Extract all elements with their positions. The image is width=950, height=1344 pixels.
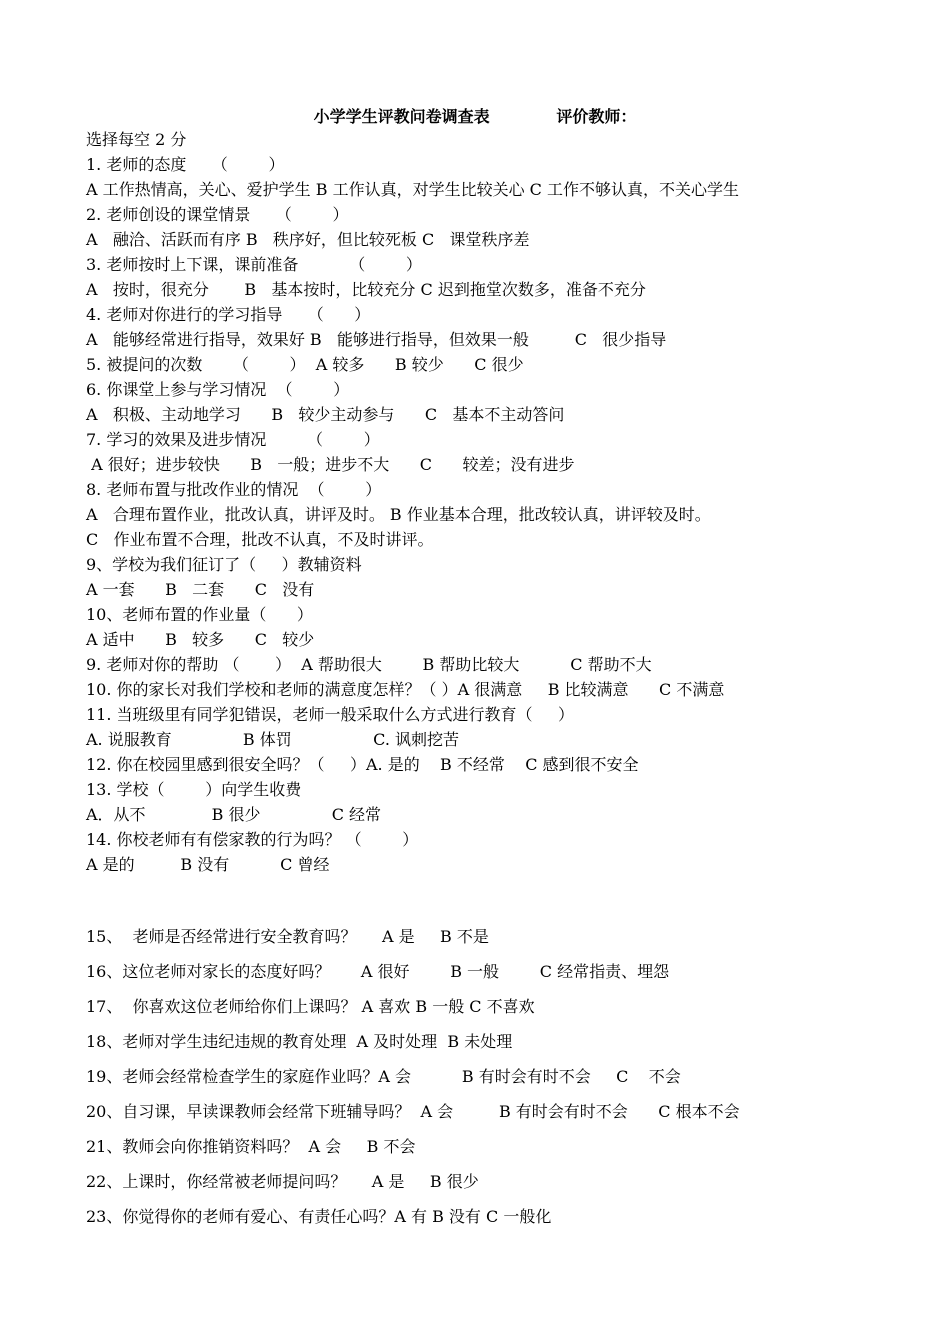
text-line: 10. 你的家长对我们学校和老师的满意度怎样？（ ）A 很满意 B 比较满意 C 不满意 (86, 680, 725, 699)
text-line: 3. 老师按时上下课，课前准备 （ ） (86, 255, 422, 274)
text-line: A 适中 B 较多 C 较少 (86, 630, 315, 649)
text-line: A 按时，很充分 B 基本按时，比较充分 C 迟到拖堂次数多，准备不充分 (86, 280, 646, 299)
text-line: A 融洽、活跃而有序 B 秩序好，但比较死板 C 课堂秩序差 (86, 230, 530, 249)
text-line: A 是的 B 没有 C 曾经 (86, 855, 330, 874)
text-line: A 合理布置作业，批改认真，讲评及时。 B 作业基本合理，批改较认真，讲评较及时。 (86, 505, 711, 524)
text-line: 8. 老师布置与批改作业的情况 （ ） (86, 480, 382, 499)
text-line: A. 说服教育 B 体罚 C. 讽刺挖苦 (86, 730, 459, 749)
text-line: 19、老师会经常检查学生的家庭作业吗？A 会 B 有时会有时不会 C 不会 (86, 1067, 681, 1086)
text-line: 14. 你校老师有有偿家教的行为吗？ （ ） (86, 830, 419, 849)
text-line: 5. 被提问的次数 （ ） A 较多 B 较少 C 很少 (86, 355, 524, 374)
text-line: 13. 学校（ ）向学生收费 (86, 780, 302, 799)
text-line: 23、你觉得你的老师有爱心、有责任心吗？A 有 B 没有 C 一般化 (86, 1207, 552, 1226)
text-line: 11. 当班级里有同学犯错误，老师一般采取什么方式进行教育（ ） (86, 705, 574, 724)
text-line: 10、老师布置的作业量（ ） (86, 605, 313, 624)
text-line: 9、学校为我们征订了（ ）教辅资料 (86, 555, 362, 574)
text-line: A．从不 B 很少 C 经常 (86, 805, 382, 824)
text-line: A 积极、主动地学习 B 较少主动参与 C 基本不主动答问 (86, 405, 565, 424)
text-line: 选择每空 2 分 (86, 130, 187, 149)
text-line: 17、 你喜欢这位老师给你们上课吗？ A 喜欢 B 一般 C 不喜欢 (86, 997, 535, 1016)
text-line: 22、上课时，你经常被老师提问吗？ A 是 B 很少 (86, 1172, 479, 1191)
text-line: 15、 老师是否经常进行安全教育吗？ A 是 B 不是 (86, 927, 489, 946)
text-line: 21、教师会向你推销资料吗？ A 会 B 不会 (86, 1137, 416, 1156)
text-line: A 工作热情高，关心、爱护学生 B 工作认真，对学生比较关心 C 工作不够认真，不关心学生 (86, 180, 739, 199)
text-line: 2. 老师创设的课堂情景 （ ） (86, 205, 349, 224)
text-line: 12. 你在校园里感到很安全吗？（ ）A. 是的 B 不经常 C 感到很不安全 (86, 755, 639, 774)
text-line: A 能够经常进行指导，效果好 B 能够进行指导，但效果一般 C 很少指导 (86, 330, 667, 349)
text-line: 18、老师对学生违纪违规的教育处理 A 及时处理 B 未处理 (86, 1032, 513, 1051)
text-line: 20、自习课，早读课教师会经常下班辅导吗？ A 会 B 有时会有时不会 C 根本不会 (86, 1102, 740, 1121)
text-line: 1. 老师的态度 （ ） (86, 155, 285, 174)
text-line: 6. 你课堂上参与学习情况 （ ） (86, 380, 350, 399)
text-line: A 很好；进步较快 B 一般；进步不大 C 较差；没有进步 (86, 455, 575, 474)
text-line: 4. 老师对你进行的学习指导 （ ） (86, 305, 371, 324)
text-line: 16、这位老师对家长的态度好吗？ A 很好 B 一般 C 经常指责、埋怨 (86, 962, 670, 981)
text-line: C 作业布置不合理，批改不认真，不及时讲评。 (86, 530, 434, 549)
text-line: 9. 老师对你的帮助 （ ） A 帮助很大 B 帮助比较大 C 帮助不大 (86, 655, 652, 674)
page-title: 小学学生评教问卷调查表 评价教师： (313, 107, 637, 126)
text-line: 7. 学习的效果及进步情况 （ ） (86, 430, 380, 449)
text-line: A 一套 B 二套 C 没有 (86, 580, 315, 599)
